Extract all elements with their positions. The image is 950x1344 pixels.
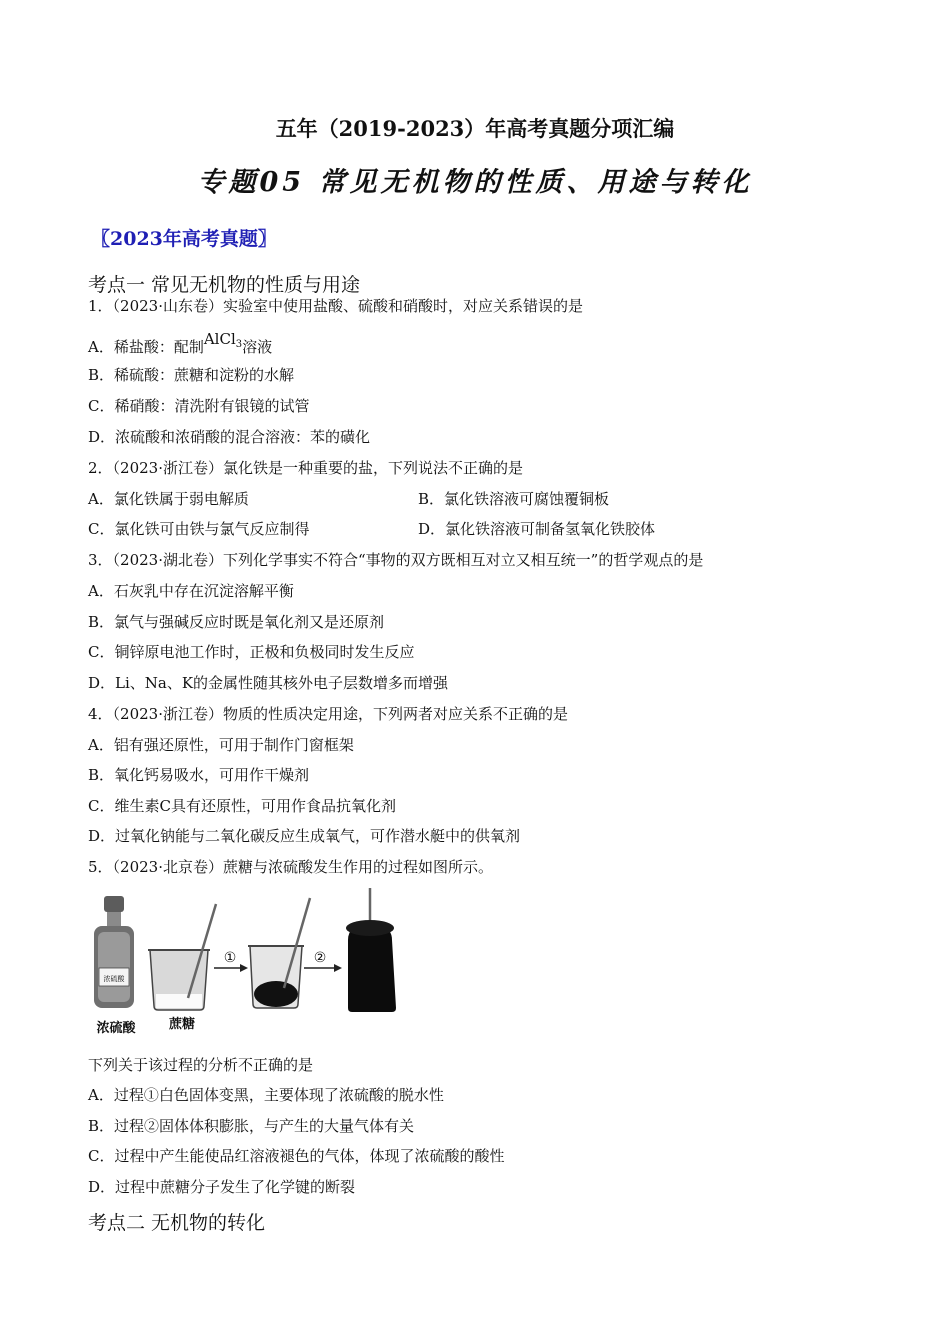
alcl3-formula — [204, 330, 242, 348]
beaker-charred — [248, 898, 310, 1008]
formula-base: AlCl — [203, 330, 236, 348]
arrow-step-2 — [304, 950, 342, 972]
section-heading-1: 考点一 常见无机物的性质与用途 — [88, 274, 361, 296]
document-title: 五年（2019-2023）年高考真题分项汇编 — [275, 116, 675, 141]
question-5-stem: 5．（2023·北京卷）蔗糖与浓硫酸发生作用的过程如图所示。 — [88, 858, 493, 876]
question-3-stem: 3．（2023·湖北卷）下列化学事实不符合“事物的双方既相互对立又相互统一”的哲学观点的是 — [88, 551, 704, 569]
option-a-suffix: 溶液 — [242, 338, 273, 356]
question-1-option-d: D．浓硫酸和浓硝酸的混合溶液：苯的磺化 — [88, 428, 371, 446]
topic-title: 专题05 常见无机物的性质、用途与转化 — [197, 167, 753, 198]
beaker-sugar — [148, 904, 216, 1010]
question-3-option-d: D．Li、Na、K的金属性随其核外电子层数增多而增强 — [88, 674, 449, 692]
question-1-option-b: B．稀硫酸：蔗糖和淀粉的水解 — [88, 366, 295, 384]
arrow-step-1 — [214, 950, 248, 972]
sugar-acid-figure — [90, 888, 410, 1038]
question-3-option-a: A．石灰乳中存在沉淀溶解平衡 — [88, 582, 294, 600]
question-5-prompt: 下列关于该过程的分析不正确的是 — [88, 1056, 314, 1074]
question-2-stem: 2．（2023·浙江卷）氯化铁是一种重要的盐，下列说法不正确的是 — [88, 459, 523, 477]
label-sugar: 蔗糖 — [168, 1017, 196, 1032]
question-3-option-b: B．氯气与强碱反应时既是氧化剂又是还原剂 — [88, 613, 385, 631]
question-1-option-c: C．稀硝酸：清洗附有银镜的试管 — [88, 397, 310, 415]
question-4-stem: 4．（2023·浙江卷）物质的性质决定用途，下列两者对应关系不正确的是 — [88, 705, 568, 723]
question-5-option-a: A．过程①白色固体变黑，主要体现了浓硫酸的脱水性 — [88, 1086, 444, 1104]
label-acid: 浓硫酸 — [96, 1021, 136, 1036]
question-4-option-a: A．铝有强还原性，可用于制作门窗框架 — [88, 736, 354, 754]
bottle-tag: 浓硫酸 — [103, 975, 125, 983]
question-5-option-c: C．过程中产生能使品红溶液褪色的气体，体现了浓硫酸的酸性 — [88, 1147, 505, 1165]
formula-subscript: 3 — [235, 339, 243, 350]
question-4-option-d: D．过氧化钠能与二氧化碳反应生成氧气，可作潜水艇中的供氧剂 — [88, 827, 521, 845]
question-2-option-d: D．氯化铁溶液可制备氢氧化铁胶体 — [418, 520, 656, 538]
option-a-prefix: A．稀盐酸：配制 — [88, 338, 204, 356]
question-1-stem: 1．（2023·山东卷）实验室中使用盐酸、硫酸和硝酸时，对应关系错误的是 — [88, 297, 583, 315]
question-4-option-b: B．氧化钙易吸水，可用作干燥剂 — [88, 766, 310, 784]
question-2-option-b: B．氯化铁溶液可腐蚀覆铜板 — [418, 490, 610, 508]
experiment-illustration — [90, 888, 410, 1038]
section-heading-2: 考点二 无机物的转化 — [88, 1212, 266, 1234]
question-1-option-a — [88, 330, 272, 357]
step-1-label: ① — [223, 950, 237, 966]
question-3-option-c: C．铜锌原电池工作时，正极和负极同时发生反应 — [88, 643, 415, 661]
acid-bottle — [94, 896, 134, 1008]
question-5-option-b: B．过程②固体体积膨胀，与产生的大量气体有关 — [88, 1117, 415, 1135]
year-banner: 〖2023年高考真题〗 — [91, 228, 277, 250]
question-5-option-d: D．过程中蔗糖分子发生了化学键的断裂 — [88, 1178, 356, 1196]
beaker-expanded — [346, 888, 396, 1012]
question-2-option-c: C．氯化铁可由铁与氯气反应制得 — [88, 520, 310, 538]
step-2-label: ② — [313, 950, 327, 966]
question-4-option-c: C．维生素C具有还原性，可用作食品抗氧化剂 — [88, 797, 396, 815]
question-2-option-a: A．氯化铁属于弱电解质 — [88, 490, 249, 508]
